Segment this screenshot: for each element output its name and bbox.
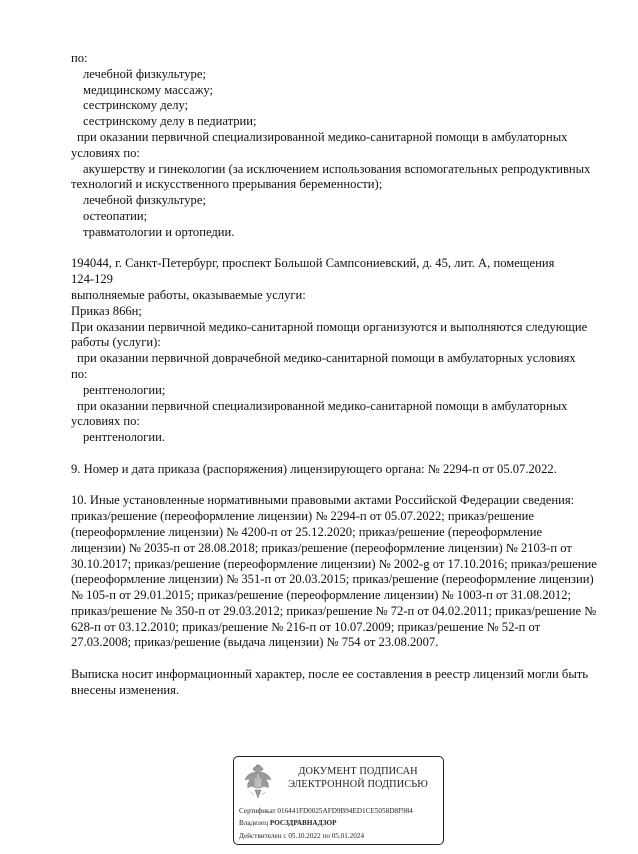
owner-row [239,817,413,829]
text-line: приказ/решение (переоформление лицензии) № 2294-п от 05.07.2022; приказ/решение [71,509,534,524]
text-line: лицензии) № 2035-п от 28.08.2018; приказ/решение (переоформление лицензии) № 2103-п от [71,540,572,555]
text-line: рентгенологии. [83,430,165,445]
certificate-value: 016441FD0025AFD9B94ED1CE5058D8F984 [277,807,413,815]
text-line: при оказании первичной доврачебной медико-санитарной помощи в амбулаторных условиях [77,351,576,366]
text-line: сестринскому делу; [83,98,189,113]
text-line: внесены изменения. [71,682,180,697]
stamp-title [278,766,438,791]
text-line: лечебной физкультуре; [83,66,206,81]
validity-period: Действителен с 05.10.2022 по 05.01.2024 [239,831,365,840]
text-line: по: [71,366,88,381]
text-line: При оказании первичной медико-санитарной помощи организуются и выполняются следующие [71,319,588,334]
text-line: Выписка носит информационный характер, после ее составления в реестр лицензий могли быть [71,667,589,682]
text-line: 10. Иные установленные нормативными правовыми актами Российской Федерации сведения: [71,493,575,508]
disclaimer-text [71,667,611,699]
coat-of-arms-icon [243,762,273,802]
text-line: Приказ 866н; [71,303,142,318]
text-line: остеопатии; [83,208,148,223]
text-line: акушерству и гинекологии (за исключением использования вспомогательных репродуктивных [83,161,591,176]
certificate-label: Сертификат [239,807,276,815]
document-page [71,51,611,699]
text-line: 628-п от 03.12.2010; приказ/решение № 216-п от 10.07.2009; приказ/решение № 52-п от [71,619,541,634]
text-line: травматологии и ортопедии. [83,224,235,239]
text-line: при оказании первичной специализированной медико-санитарной помощи в амбулаторных [77,129,568,144]
text-line: № 105-п от 29.01.2015; приказ/решение (переоформление лицензии) № 1003-п от 31.08.2012; [71,588,572,603]
address-services-block [71,256,611,446]
text-line: технологий и искусственного прерывания беременности); [71,177,383,192]
section-9-order-number: 9. Номер и дата приказа (распоряжения) лицензирующего органа: № 2294-п от 05.07.2022. [71,461,557,476]
text-line: рентгенологии; [83,382,166,397]
section-10-other-info [71,493,611,651]
stamp-title-line-1: ДОКУМЕНТ ПОДПИСАН [298,766,418,777]
text-line: выполняемые работы, оказываемые услуги: [71,287,306,302]
text-line: условиях по: [71,414,140,429]
text-line: медицинскому массажу; [83,82,214,97]
text-line: 194044, г. Санкт-Петербург, проспект Большой Сампсониевский, д. 45, лит. А, помещения [71,256,555,271]
text-line: (переоформление лицензии) № 351-п от 20.03.2015; приказ/решение (переоформление лицензии) [71,572,594,587]
text-line: лечебной физкультуре; [83,193,206,208]
owner-label: Владелец [239,819,269,828]
text-line: 27.03.2008; приказ/решение (выдача лицензии) № 754 от 23.08.2007. [71,635,439,650]
stamp-title-line-2: ЭЛЕКТРОННОЙ ПОДПИСЬЮ [288,778,428,790]
text-line: 30.10.2017; приказ/решение (переоформление лицензии) № 2002-g от 17.10.2016; приказ/решение [71,556,597,571]
text-line: условиях по: [71,145,140,160]
text-line: при оказании первичной специализированной медико-санитарной помощи в амбулаторных [77,398,568,413]
text-line: приказ/решение № 350-п от 29.03.2012; приказ/решение № 72-п от 04.02.2011; приказ/решение № [71,603,597,618]
text-line: сестринскому делу в педиатрии; [83,114,257,129]
services-block-1 [71,51,611,241]
stamp-info [239,805,413,842]
text-line: 124-129 [71,272,113,287]
text-line: по: [71,51,88,65]
certificate-row [239,805,413,817]
text-line: работы (услуги): [71,335,161,350]
electronic-signature-stamp [233,756,444,845]
text-line: (переоформление лицензии) № 4200-п от 25.12.2020; приказ/решение (переоформление [71,524,543,539]
owner-value: РОСЗДРАВНАДЗОР [269,819,337,828]
